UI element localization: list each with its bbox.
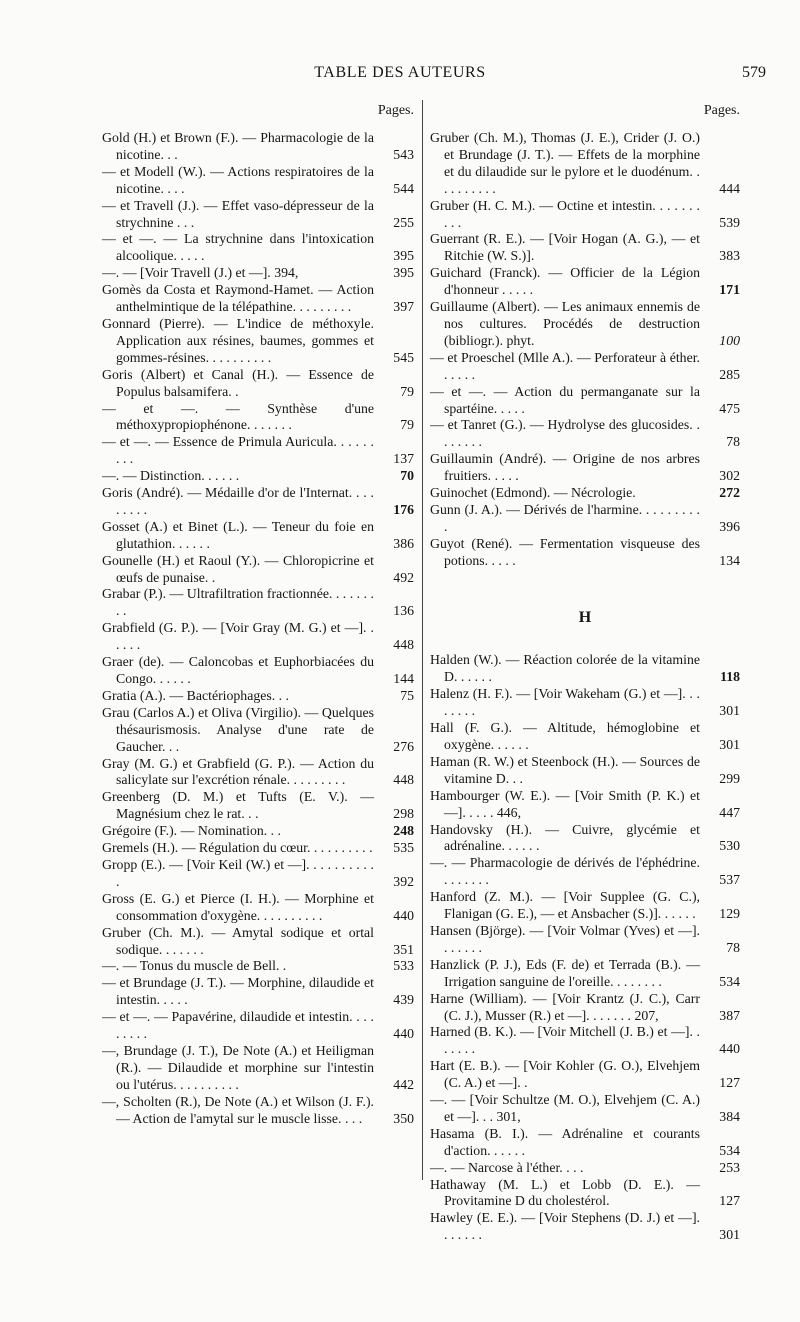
entry-page-number: 534 bbox=[719, 973, 740, 989]
entry-page-number: 396 bbox=[719, 518, 740, 534]
index-entry bbox=[430, 1092, 740, 1126]
entry-text: Gratia (A.). — Bactériophages. . . bbox=[102, 687, 289, 703]
entry-page-number: 127 bbox=[719, 1193, 740, 1209]
index-entry bbox=[102, 840, 414, 857]
entry-page-number: 533 bbox=[393, 958, 414, 974]
index-entry bbox=[102, 705, 414, 756]
entry-text: Guichard (Franck). — Officier de la Légion d'honneur . . . . . bbox=[430, 265, 704, 298]
entry-list bbox=[430, 130, 740, 570]
entry-page-number: 537 bbox=[719, 872, 740, 888]
entry-text: Hanford (Z. M.). — [Voir Supplee (G. C.), Flanigan (G. E.), — et Ansbacher (S.)]. . . . . . bbox=[430, 889, 704, 922]
entry-text: Haman (R. W.) et Steenbock (H.). — Sources de vitamine D. . . bbox=[430, 753, 704, 786]
index-entry bbox=[430, 502, 740, 536]
entry-text: —, Brundage (J. T.), De Note (A.) et Heiligman (R.). — Dilaudide et morphine sur l'intestin ou l'utérus. . . . . . . . . . bbox=[102, 1042, 378, 1092]
index-entry bbox=[102, 265, 414, 282]
entry-page-number: 253 bbox=[719, 1159, 740, 1175]
index-entry bbox=[430, 855, 740, 889]
index-entry bbox=[430, 265, 740, 299]
entry-text: Gross (E. G.) et Pierce (I. H.). — Morphine et consommation d'oxygène. . . . . . . . . . bbox=[102, 890, 378, 923]
entry-text: Gold (H.) et Brown (F.). — Pharmacologie de la nicotine. . . bbox=[102, 130, 378, 162]
entry-text: —. — Pharmacologie de dérivés de l'éphédrine. . . . . . . . bbox=[430, 855, 704, 888]
entry-page-number: 301 bbox=[719, 737, 740, 752]
entry-page-number: 298 bbox=[393, 806, 414, 822]
index-entry bbox=[430, 485, 740, 502]
entry-page-number: 299 bbox=[719, 770, 740, 786]
entry-page-number: 440 bbox=[719, 1041, 740, 1057]
entry-text: — et —. — Synthèse d'une méthoxypropiophénone. . . . . . . bbox=[102, 400, 378, 433]
entry-text: Harned (B. K.). — [Voir Mitchell (J. B.) et —]. . . . . . . bbox=[430, 1024, 704, 1057]
entry-text: Hart (E. B.). — [Voir Kohler (G. O.), Elvehjem (C. A.) et —]. . bbox=[430, 1058, 704, 1091]
index-entry bbox=[102, 316, 414, 367]
entry-text: —, Scholten (R.), De Note (A.) et Wilson (J. F.). — Action de l'amytal sur le muscle lisse. . . . bbox=[102, 1093, 378, 1126]
entry-page-number: 383 bbox=[719, 248, 740, 264]
entry-page-number: 134 bbox=[719, 552, 740, 568]
index-entry bbox=[102, 553, 414, 587]
index-entry bbox=[430, 1024, 740, 1058]
index-entry bbox=[102, 434, 414, 468]
index-entry bbox=[102, 485, 414, 519]
entry-text: Hansen (Björge). — [Voir Volmar (Yves) et —]. . . . . . . bbox=[430, 922, 704, 955]
entry-text: Greenberg (D. M.) et Tufts (E. V.). — Magnésium chez le rat. . . bbox=[102, 789, 378, 822]
entry-text: Hanzlick (P. J.), Eds (F. de) et Terrada (B.). — Irrigation sanguine de l'oreille. . . . . . . . bbox=[430, 956, 704, 989]
entry-list bbox=[430, 652, 740, 1244]
entry-text: — et —. — Papavérine, dilaudide et intestin. . . . . . . . . bbox=[102, 1009, 378, 1042]
entry-page-number: 539 bbox=[719, 214, 740, 230]
entry-text: Grabar (P.). — Ultrafiltration fractionnée. . . . . . . . . bbox=[102, 586, 378, 619]
index-entry bbox=[102, 654, 414, 688]
entry-text: —. — [Voir Schultze (M. O.), Elvehjem (C. A.) et —]. . . 301, bbox=[430, 1092, 704, 1124]
index-entry bbox=[102, 231, 414, 265]
index-entry bbox=[102, 1043, 414, 1094]
entry-page-number: 442 bbox=[393, 1076, 414, 1092]
index-entry bbox=[102, 1094, 414, 1128]
index-entry bbox=[430, 822, 740, 856]
entry-text: Halenz (H. F.). — [Voir Wakeham (G.) et —]. . . . . . . . bbox=[430, 686, 704, 719]
index-entry bbox=[430, 720, 740, 754]
entry-text: —. — [Voir Travell (J.) et —]. 394, bbox=[102, 265, 299, 281]
entry-page-number: 255 bbox=[393, 214, 414, 230]
entry-text: —. — Tonus du muscle de Bell. . bbox=[102, 958, 287, 974]
entry-page-number: 384 bbox=[719, 1108, 740, 1124]
entry-text: Handovsky (H.). — Cuivre, glycémie et adrénaline. . . . . . bbox=[430, 821, 704, 854]
index-entry bbox=[430, 350, 740, 384]
entry-page-number: 544 bbox=[393, 180, 414, 196]
entry-page-number: 444 bbox=[719, 180, 740, 196]
index-entry bbox=[102, 164, 414, 198]
entry-page-number: 448 bbox=[393, 637, 414, 653]
entry-text: Gruber (Ch. M.), Thomas (J. E.), Crider (J. O.) et Brundage (J. T.). — Effets de la morphine et du dilaudide sur le pylore et le duodénum. . . . . . . . . . bbox=[430, 130, 704, 196]
entry-page-number: 397 bbox=[393, 299, 414, 315]
index-entry bbox=[102, 823, 414, 840]
index-entry bbox=[102, 519, 414, 553]
entry-text: Halden (W.). — Réaction colorée de la vitamine D. . . . . . bbox=[430, 652, 704, 685]
index-entry bbox=[430, 991, 740, 1025]
entry-page-number: 492 bbox=[393, 569, 414, 585]
entry-text: — et —. — La strychnine dans l'intoxication alcoolique. . . . . bbox=[102, 231, 378, 264]
entry-text: Goris (Albert) et Canal (H.). — Essence de Populus balsamifera. . bbox=[102, 366, 378, 399]
entry-page-number: 395 bbox=[393, 265, 414, 281]
index-entry bbox=[102, 1009, 414, 1043]
entry-page-number: 448 bbox=[393, 772, 414, 788]
entry-text: Guillaume (Albert). — Les animaux ennemis de nos cultures. Procédés de destruction (bibliogr.). phyt. bbox=[430, 299, 704, 348]
page-number: 579 bbox=[742, 64, 766, 81]
index-entry bbox=[102, 958, 414, 975]
pages-label: Pages. bbox=[377, 103, 414, 118]
entry-page-number: 543 bbox=[393, 146, 414, 162]
entry-page-number: 144 bbox=[393, 671, 414, 686]
entry-text: Guillaumin (André). — Origine de nos arbres fruitiers. . . . . bbox=[430, 451, 704, 484]
index-entry bbox=[430, 1058, 740, 1092]
entry-page-number: 440 bbox=[393, 1026, 414, 1042]
left-column bbox=[102, 103, 414, 1127]
entry-page-number: 118 bbox=[720, 669, 740, 685]
index-entry bbox=[430, 652, 740, 686]
index-entry bbox=[430, 130, 740, 198]
index-entry bbox=[430, 889, 740, 923]
entry-text: Gunn (J. A.). — Dérivés de l'harmine. . . . . . . . . . bbox=[430, 501, 704, 534]
entry-text: — et Modell (W.). — Actions respiratoires de la nicotine. . . . bbox=[102, 163, 378, 196]
entry-text: Gomès da Costa et Raymond-Hamet. — Action anthelmintique de la télépathine. . . . . . . . . bbox=[102, 282, 378, 315]
index-entry bbox=[102, 586, 414, 620]
entry-page-number: 176 bbox=[393, 501, 414, 517]
entry-text: — et —. — Essence de Primula Auricula. . . . . . . . . bbox=[102, 434, 378, 467]
index-entry bbox=[430, 1177, 740, 1211]
entry-text: Gremels (H.). — Régulation du cœur. . . . . . . . . . bbox=[102, 840, 373, 856]
entry-page-number: 530 bbox=[719, 838, 740, 854]
entry-text: — et —. — Action du permanganate sur la spartéine. . . . . bbox=[430, 383, 704, 416]
entry-text: Grau (Carlos A.) et Oliva (Virgilio). — Quelques thésaurismosis. Analyse d'une rate de Gaucher. . . bbox=[102, 704, 378, 754]
entry-text: Hambourger (W. E.). — [Voir Smith (P. K.) et —]. . . . . 446, bbox=[430, 787, 704, 820]
entry-page-number: 248 bbox=[393, 823, 414, 839]
entry-text: Gruber (H. C. M.). — Octine et intestin. . . . . . . . . . bbox=[430, 197, 704, 230]
entry-text: Gruber (Ch. M.). — Amytal sodique et ortal sodique. . . . . . . bbox=[102, 924, 378, 957]
entry-page-number: 545 bbox=[393, 349, 414, 365]
index-entry bbox=[430, 754, 740, 788]
entry-page-number: 272 bbox=[719, 485, 740, 501]
entry-text: — et Tanret (G.). — Hydrolyse des glucosides. . . . . . . . bbox=[430, 417, 704, 450]
page-title: TABLE DES AUTEURS bbox=[314, 64, 486, 81]
index-entry bbox=[430, 451, 740, 485]
index-entry bbox=[430, 384, 740, 418]
index-entry bbox=[102, 198, 414, 232]
entry-text: Gonnard (Pierre). — L'indice de méthoxyle. Application aux résines, baumes, gommes et gommes-résines. . . . . . . . . . bbox=[102, 315, 378, 365]
entry-page-number: 100 bbox=[719, 332, 740, 348]
section-letter: H bbox=[578, 608, 592, 626]
entry-text: Gosset (A.) et Binet (L.). — Teneur du foie en glutathion. . . . . . bbox=[102, 518, 378, 551]
entry-page-number: 276 bbox=[393, 738, 414, 754]
index-entry bbox=[430, 957, 740, 991]
entry-page-number: 386 bbox=[393, 535, 414, 551]
entry-text: Gounelle (H.) et Raoul (Y.). — Chloropicrine et œufs de punaise. . bbox=[102, 552, 378, 585]
pages-label: Pages. bbox=[703, 103, 740, 118]
index-entry bbox=[430, 198, 740, 232]
entry-text: —. — Distinction. . . . . . bbox=[102, 468, 240, 484]
index-entry bbox=[430, 1126, 740, 1160]
entry-page-number: 535 bbox=[393, 840, 414, 856]
index-entry bbox=[102, 857, 414, 891]
entry-page-number: 350 bbox=[393, 1110, 414, 1126]
entry-text: Guerrant (R. E.). — [Voir Hogan (A. G.), — et Ritchie (W. S.)]. bbox=[430, 231, 704, 264]
entry-page-number: 392 bbox=[393, 873, 414, 889]
index-entry: — et —. — Synthèse d'une méthoxypropiophénone. . . . . . . 79 bbox=[102, 400, 414, 433]
entry-list bbox=[102, 130, 414, 1127]
right-column bbox=[430, 103, 740, 1244]
index-entry: Hansen (Björge). — [Voir Volmar (Yves) et —]. . . . . . . 78 bbox=[430, 922, 740, 955]
entry-page-number: 534 bbox=[719, 1142, 740, 1158]
entry-text: Grégoire (F.). — Nomination. . . bbox=[102, 823, 281, 839]
entry-page-number: 395 bbox=[393, 248, 414, 264]
index-entry bbox=[102, 891, 414, 925]
entry-page-number: 351 bbox=[393, 941, 414, 957]
entry-text: —. — Narcose à l'éther. . . . bbox=[430, 1159, 584, 1175]
entry-page-number: 171 bbox=[719, 282, 740, 298]
entry-page-number: 440 bbox=[393, 907, 414, 923]
entry-text: Hasama (B. I.). — Adrénaline et courants d'action. . . . . . bbox=[430, 1125, 704, 1158]
entry-page-number: 301 bbox=[719, 703, 740, 719]
index-entry bbox=[430, 1210, 740, 1244]
index-entry bbox=[102, 756, 414, 790]
entry-text: Graer (de). — Caloncobas et Euphorbiacées du Congo. . . . . . bbox=[102, 654, 378, 686]
entry-text: Grabfield (G. P.). — [Voir Gray (M. G.) et —]. . . . . . bbox=[102, 620, 378, 653]
entry-text: Harne (William). — [Voir Krantz (J. C.), Carr (C. J.), Musser (R.) et —]. . . . . . . 207, bbox=[430, 990, 704, 1023]
entry-text: — et Proeschel (Mlle A.). — Perforateur à éther. . . . . . bbox=[430, 349, 704, 382]
index-entry bbox=[102, 620, 414, 654]
index-entry bbox=[430, 788, 740, 822]
index-entry bbox=[430, 536, 740, 570]
entry-page-number: 136 bbox=[393, 603, 414, 619]
index-entry: — et Tanret (G.). — Hydrolyse des glucosides. . . . . . . . 78 bbox=[430, 417, 740, 450]
entry-page-number: 127 bbox=[719, 1075, 740, 1091]
index-entry: Goris (Albert) et Canal (H.). — Essence de Populus balsamifera. . 79 bbox=[102, 366, 414, 399]
entry-text: Hall (F. G.). — Altitude, hémoglobine et oxygène. . . . . . bbox=[430, 720, 704, 752]
entry-text: Guinochet (Edmond). — Nécrologie. bbox=[430, 485, 636, 501]
entry-page-number: 129 bbox=[719, 906, 740, 922]
index-entry bbox=[430, 1160, 740, 1177]
index-entry: —. — Distinction. . . . . . 70 bbox=[102, 468, 414, 484]
entry-page-number: 137 bbox=[393, 451, 414, 467]
entry-text: Hawley (E. E.). — [Voir Stephens (D. J.) et —]. . . . . . . bbox=[430, 1210, 704, 1243]
entry-text: Hathaway (M. L.) et Lobb (D. E.). — Provitamine D du cholestérol. bbox=[430, 1176, 704, 1209]
index-entry bbox=[102, 282, 414, 316]
index-entry bbox=[102, 925, 414, 959]
entry-page-number: 301 bbox=[719, 1227, 740, 1243]
entry-text: Gray (M. G.) et Grabfield (G. P.). — Action du salicylate sur l'excrétion rénale. . . . . . . . . bbox=[102, 755, 378, 788]
entry-page-number: 387 bbox=[719, 1007, 740, 1023]
entry-text: — et Travell (J.). — Effet vaso-dépresseur de la strychnine . . . bbox=[102, 197, 378, 230]
index-entry bbox=[102, 789, 414, 823]
entry-text: Gropp (E.). — [Voir Keil (W.) et —]. . . . . . . . . . . bbox=[102, 856, 378, 889]
running-head bbox=[0, 64, 800, 84]
entry-text: — et Brundage (J. T.). — Morphine, dilaudide et intestin. . . . . bbox=[102, 975, 378, 1008]
entry-page-number: 439 bbox=[393, 992, 414, 1008]
entry-page-number: 447 bbox=[719, 804, 740, 820]
entry-text: Goris (André). — Médaille d'or de l'Internat. . . . . . . . . bbox=[102, 485, 378, 517]
index-entry bbox=[102, 975, 414, 1009]
index-entry bbox=[430, 231, 740, 265]
index-entry: Gratia (A.). — Bactériophages. . . 75 bbox=[102, 687, 414, 703]
entry-text: Guyot (René). — Fermentation visqueuse des potions. . . . . bbox=[430, 535, 704, 568]
entry-page-number: 302 bbox=[719, 468, 740, 484]
entry-page-number: 475 bbox=[719, 400, 740, 416]
index-entry bbox=[430, 686, 740, 720]
index-entry bbox=[430, 299, 740, 350]
entry-page-number: 285 bbox=[719, 366, 740, 382]
column-divider bbox=[422, 100, 423, 1180]
index-entry bbox=[102, 130, 414, 164]
